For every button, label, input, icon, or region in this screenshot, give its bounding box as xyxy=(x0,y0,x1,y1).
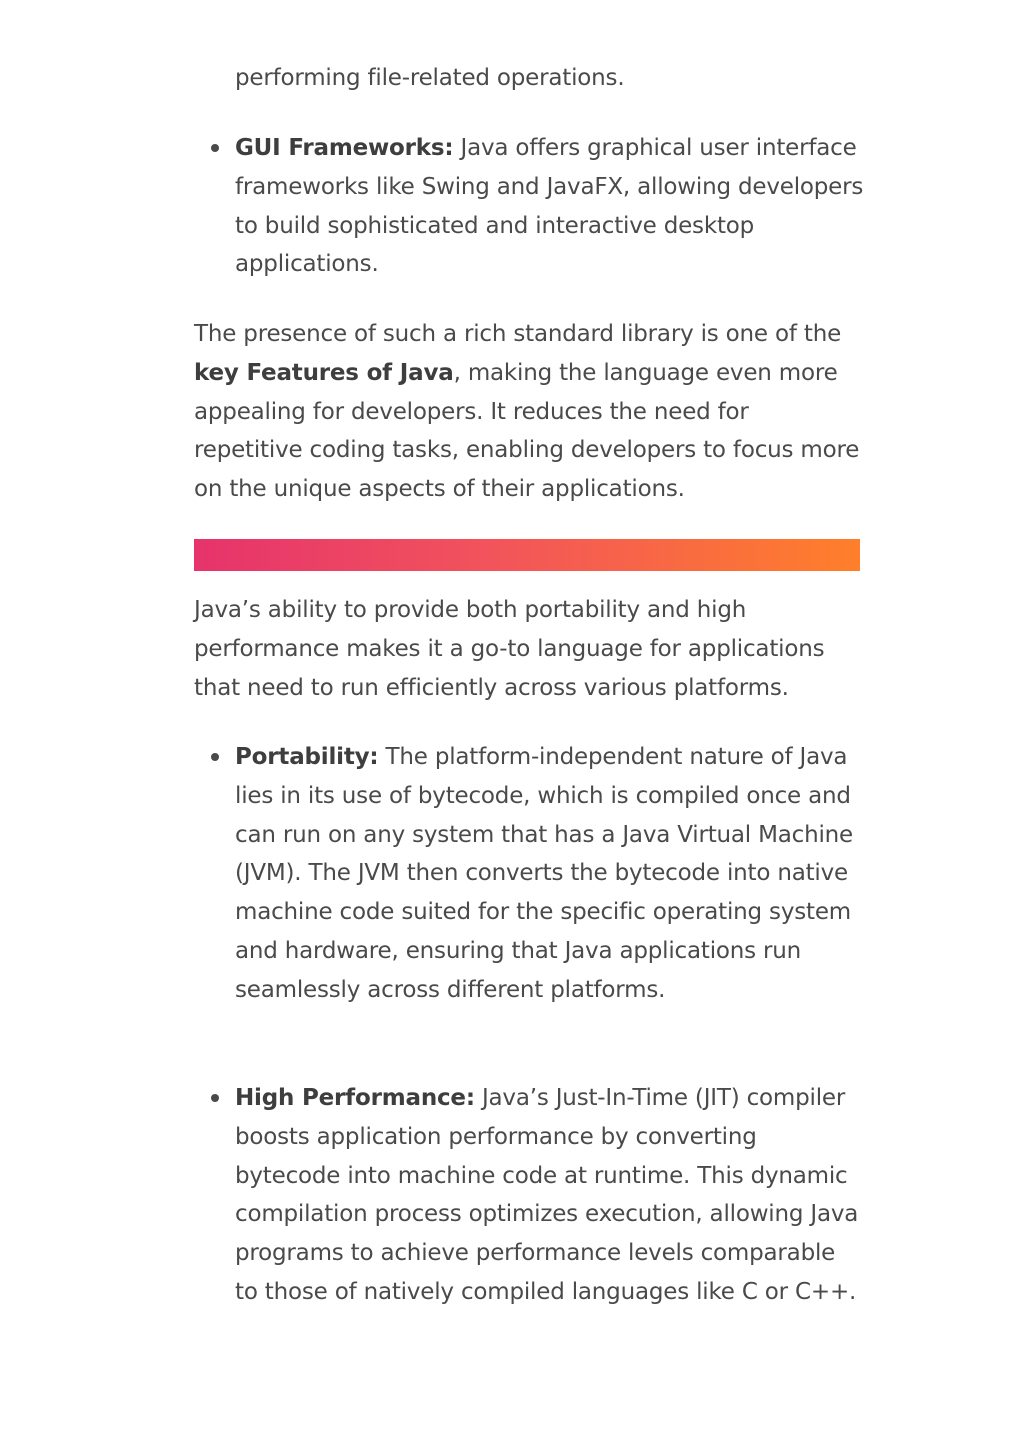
intro-fragment: performing file-related operations. xyxy=(235,65,625,91)
list-item-high-performance xyxy=(235,1079,864,1312)
library-paragraph-after: , making the language even more appealing for developers. It reduces the need for repetitive coding tasks, enabling developers to focus more on the unique aspects of their applications. xyxy=(194,359,860,503)
high-performance-label: High Performance: xyxy=(235,1085,475,1111)
library-paragraph xyxy=(194,315,864,509)
gradient-divider xyxy=(194,539,860,571)
bullet-icon xyxy=(211,753,219,761)
high-performance-text: Java’s Just-In-Time (JIT) compiler boosts application performance by converting bytecode into machine code at runtime. This dynamic compilation process optimizes execution, allowing Java programs to achieve performance levels comparable to those of natively compiled languages like C or C++. xyxy=(235,1085,859,1305)
bullet-icon xyxy=(211,144,219,152)
library-paragraph-before: The presence of such a rich standard library is one of the xyxy=(194,321,842,347)
portability-text: The platform-independent nature of Java lies in its use of bytecode, which is compiled once and can run on any system that has a Java Virtual Machine (JVM). The JVM then converts the bytecode into native machine code suited for the specific operating system and hardware, ensuring that Java applications run seamlessly across different platforms. xyxy=(235,744,853,1003)
list-item-gui-frameworks xyxy=(235,129,864,284)
library-paragraph-bold: key Features of Java xyxy=(194,359,454,386)
list-item-portability xyxy=(235,738,864,1010)
bullet-icon xyxy=(211,1094,219,1102)
gui-frameworks-label: GUI Frameworks: xyxy=(235,135,454,161)
portability-intro-paragraph: Java’s ability to provide both portability and high performance makes it a go-to language for applications that need to run efficiently across various platforms. xyxy=(194,597,825,701)
gui-frameworks-text: Java offers graphical user interface frameworks like Swing and JavaFX, allowing developers to build sophisticated and interactive desktop applications. xyxy=(235,135,864,278)
portability-label: Portability: xyxy=(235,744,379,770)
